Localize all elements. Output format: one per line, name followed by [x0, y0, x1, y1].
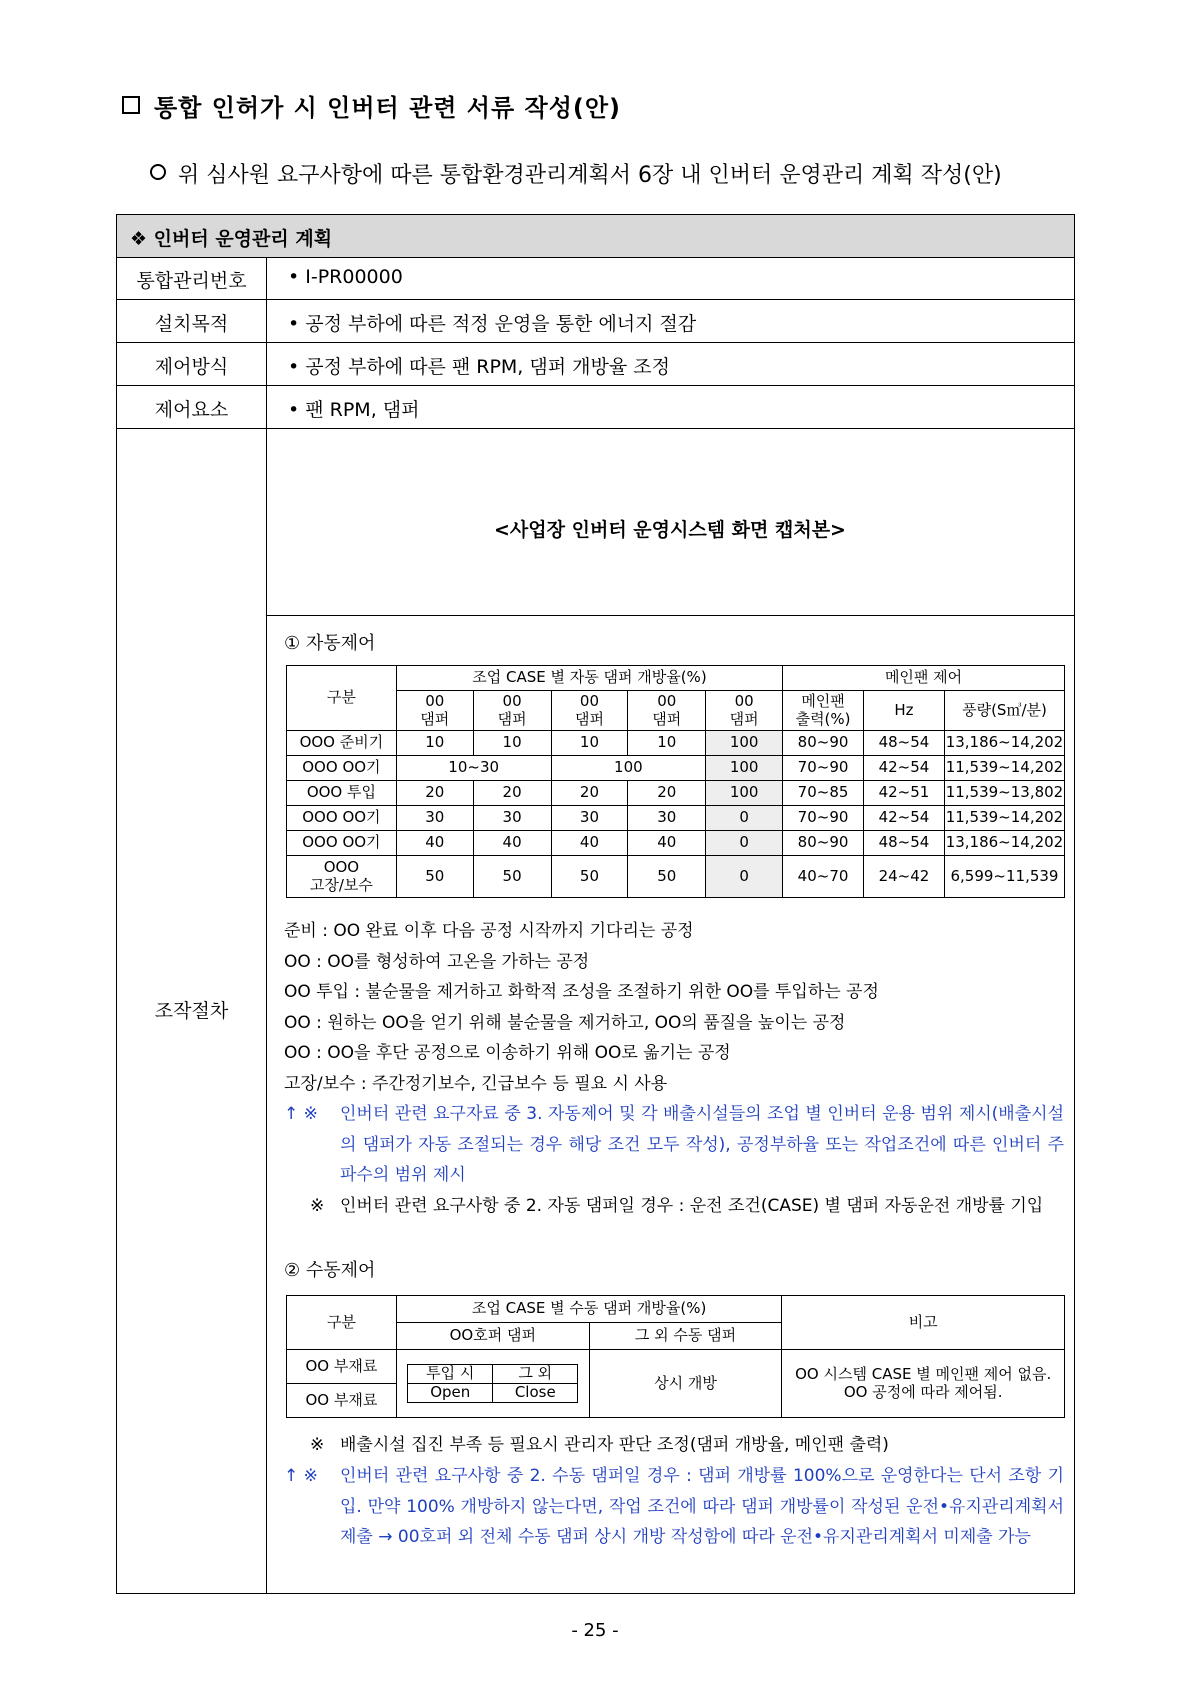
value-management-number: • I-PR00000 [288, 266, 403, 288]
table-cell: 30 [551, 806, 628, 831]
capture-caption: <사업장 인버터 운영시스템 화면 캡처본> [494, 519, 846, 541]
page-number: - 25 - [571, 1620, 619, 1641]
table-cell: 20 [628, 781, 706, 806]
description-line: 준비 : OO 완료 이후 다음 공정 시작까지 기다리는 공정 [284, 921, 694, 941]
table-cell: 100 [706, 731, 783, 756]
table-cell: 11,539~14,202 [944, 756, 1064, 781]
table-cell: 30 [396, 806, 473, 831]
table-row [287, 731, 1065, 756]
auto-col-group: 구분 [287, 666, 397, 731]
table-cell: 11,539~14,202 [944, 806, 1064, 831]
description-line: OO : 원하는 OO을 얻기 위해 불순물을 제거하고, OO의 품질을 높이는 공정 [284, 1012, 846, 1033]
label-management-number: 통합관리번호 [136, 270, 247, 292]
table-cell: 40 [628, 831, 706, 856]
table-cell: 100 [706, 756, 783, 781]
auto-damper-table [286, 665, 1065, 898]
table-cell: 0 [706, 806, 783, 831]
table-row [287, 756, 1065, 781]
table-cell: 42~54 [864, 806, 945, 831]
auto-note-requirement-3 [284, 1099, 1064, 1191]
table-cell: 20 [473, 781, 551, 806]
always-open-cell: 상시 개방 [589, 1350, 782, 1418]
table-cell: 20 [551, 781, 628, 806]
table-cell: 40 [396, 831, 473, 856]
auto-damper-col: 00 댐퍼 [706, 691, 783, 731]
hopper-damper-mini-table [407, 1364, 578, 1403]
note-marker: ※ [310, 1435, 325, 1455]
table-cell: 13,186~14,202 [944, 731, 1064, 756]
auto-damper-col: 00 댐퍼 [628, 691, 706, 731]
table-cell: 80~90 [783, 731, 864, 756]
table-cell: 70~90 [783, 756, 864, 781]
page-subtitle: 위 심사원 요구사항에 따른 통합환경관리계획서 6장 내 인버터 운영관리 계획 작성(안) [150, 158, 1002, 189]
table-cell: OOO OO기 [287, 806, 397, 831]
description-line: 고장/보수 : 주간정기보수, 긴급보수 등 필요 시 사용 [284, 1073, 668, 1094]
mini-value: Open [408, 1384, 493, 1403]
table-cell: 50 [473, 856, 551, 898]
table-cell: OOO 투입 [287, 781, 397, 806]
label-control-elements: 제어요소 [154, 399, 229, 421]
value-control-elements: • 팬 RPM, 댐퍼 [288, 399, 420, 421]
note-text: 인버터 관련 요구사항 중 2. 수동 댐퍼일 경우 : 댐퍼 개방률 100%으로 운영한다는 단서 조항 기입. 만약 100% 개방하지 않는다면, 작업 조건에 따라 댐퍼 개방률이 작성된 운전•유지관리계획서 제출 → 00호퍼 외 전체 수동 댐퍼 상시 개방 작성함에 따라 운전•유지관리계획서 미제출 가능 [340, 1466, 1064, 1547]
manual-note-admin [284, 1430, 1064, 1461]
table-row [287, 781, 1065, 806]
table-row [287, 1350, 1065, 1384]
divider [117, 385, 1074, 386]
plan-table-header-text: ❖ 인버터 운영관리 계획 [130, 228, 333, 250]
table-cell: 10 [473, 731, 551, 756]
table-row [287, 856, 1065, 898]
table-cell: 30 [473, 806, 551, 831]
table-row [287, 806, 1065, 831]
table-cell: 50 [396, 856, 473, 898]
note-marker: ↑ ※ [284, 1466, 318, 1486]
manual-remark-cell: OO 시스템 CASE 별 메인팬 제어 없음. OO 공정에 따라 제어됨. [782, 1350, 1065, 1418]
auto-fan-col: Hz [864, 691, 945, 731]
label-control-method: 제어방식 [154, 356, 229, 378]
table-cell: 80~90 [783, 831, 864, 856]
note-text: 인버터 관련 요구자료 중 3. 자동제어 및 각 배출시설들의 조업 별 인버터 운용 범위 제시(배출시설의 댐퍼가 자동 조절되는 경우 해당 조건 모두 작성), 공정부하율 또는 작업조건에 따른 인버터 주파수의 범위 제시 [340, 1104, 1064, 1185]
table-cell: 11,539~13,802 [944, 781, 1064, 806]
page-title: 통합 인허가 시 인버터 관련 서류 작성(안) [122, 88, 621, 123]
auto-fan-col: 풍량(S㎥/분) [944, 691, 1064, 731]
table-row [287, 831, 1065, 856]
table-cell: 10 [628, 731, 706, 756]
divider [117, 428, 1074, 429]
table-cell: OOO 준비기 [287, 731, 397, 756]
manual-sub-col: OO호퍼 댐퍼 [396, 1323, 589, 1350]
mini-head: 그 외 [493, 1365, 578, 1384]
auto-damper-col: 00 댐퍼 [551, 691, 628, 731]
table-cell: 50 [551, 856, 628, 898]
table-cell: 10 [551, 731, 628, 756]
table-cell: 70~85 [783, 781, 864, 806]
description-line: OO : OO을 후단 공정으로 이송하기 위해 OO로 옮기는 공정 [284, 1043, 731, 1063]
table-cell: OO 부재료 [287, 1384, 397, 1418]
table-cell: 70~90 [783, 806, 864, 831]
auto-fan-group: 메인팬 제어 [783, 666, 1065, 691]
divider [117, 342, 1074, 343]
auto-damper-group: 조업 CASE 별 자동 댐퍼 개방율(%) [396, 666, 782, 691]
table-cell: OOO 고장/보수 [287, 856, 397, 898]
mini-head: 투입 시 [408, 1365, 493, 1384]
auto-damper-col: 00 댐퍼 [473, 691, 551, 731]
manual-sub-col: 그 외 수동 댐퍼 [589, 1323, 782, 1350]
table-cell: 24~42 [864, 856, 945, 898]
process-descriptions [284, 916, 1064, 1099]
manual-remark-header: 비고 [782, 1296, 1065, 1350]
label-procedure: 조작절차 [154, 1000, 229, 1022]
table-cell: 30 [628, 806, 706, 831]
table-cell: 10 [396, 731, 473, 756]
note-text: 배출시설 집진 부족 등 필요시 관리자 판단 조정(댐퍼 개방율, 메인팬 출력) [340, 1435, 889, 1455]
table-cell: OOO OO기 [287, 756, 397, 781]
divider [117, 299, 1074, 300]
note-marker: ※ [310, 1196, 325, 1216]
mini-value: Close [493, 1384, 578, 1403]
divider [266, 615, 1074, 616]
table-cell: 13,186~14,202 [944, 831, 1064, 856]
table-cell: 40 [473, 831, 551, 856]
value-purpose: • 공정 부하에 따른 적정 운영을 통한 에너지 절감 [288, 313, 697, 335]
manual-note-requirement-2 [284, 1461, 1064, 1553]
checkbox-square-icon [122, 96, 140, 114]
table-cell: 6,599~11,539 [944, 856, 1064, 898]
manual-damper-table [286, 1295, 1065, 1418]
table-cell: 42~54 [864, 756, 945, 781]
table-cell: 10~30 [396, 756, 551, 781]
note-text: 인버터 관련 요구사항 중 2. 자동 댐퍼일 경우 : 운전 조건(CASE) 별 댐퍼 자동운전 개방률 기입 [340, 1196, 1044, 1216]
label-purpose: 설치목적 [154, 313, 229, 335]
hopper-damper-cell [396, 1350, 589, 1418]
divider [117, 257, 1074, 258]
table-cell: 40~70 [783, 856, 864, 898]
manual-col-group: 구분 [287, 1296, 397, 1350]
manual-damper-group: 조업 CASE 별 수동 댐퍼 개방율(%) [396, 1296, 782, 1323]
value-control-method: • 공정 부하에 따른 팬 RPM, 댐퍼 개방율 조정 [288, 356, 670, 378]
auto-note-requirement-2 [284, 1191, 1064, 1222]
table-cell: 0 [706, 831, 783, 856]
table-cell: 48~54 [864, 731, 945, 756]
table-cell: OO 부재료 [287, 1350, 397, 1384]
circle-bullet-icon [150, 164, 166, 180]
description-line: OO : OO를 형성하여 고온을 가하는 공정 [284, 951, 590, 972]
manual-control-heading: ② 수동제어 [284, 1260, 376, 1281]
table-cell: 42~51 [864, 781, 945, 806]
table-cell: 48~54 [864, 831, 945, 856]
description-line: OO 투입 : 불순물을 제거하고 화학적 조성을 조절하기 위한 OO를 투입하는 공정 [284, 982, 879, 1002]
auto-damper-col: 00 댐퍼 [396, 691, 473, 731]
table-cell: 100 [551, 756, 706, 781]
auto-fan-col: 메인팬 출력(%) [783, 691, 864, 731]
table-cell: OOO OO기 [287, 831, 397, 856]
table-cell: 100 [706, 781, 783, 806]
auto-control-heading: ① 자동제어 [284, 633, 376, 654]
table-cell: 0 [706, 856, 783, 898]
table-cell: 20 [396, 781, 473, 806]
note-marker: ↑ ※ [284, 1104, 318, 1124]
column-divider [266, 257, 267, 1593]
table-cell: 40 [551, 831, 628, 856]
table-cell: 50 [628, 856, 706, 898]
